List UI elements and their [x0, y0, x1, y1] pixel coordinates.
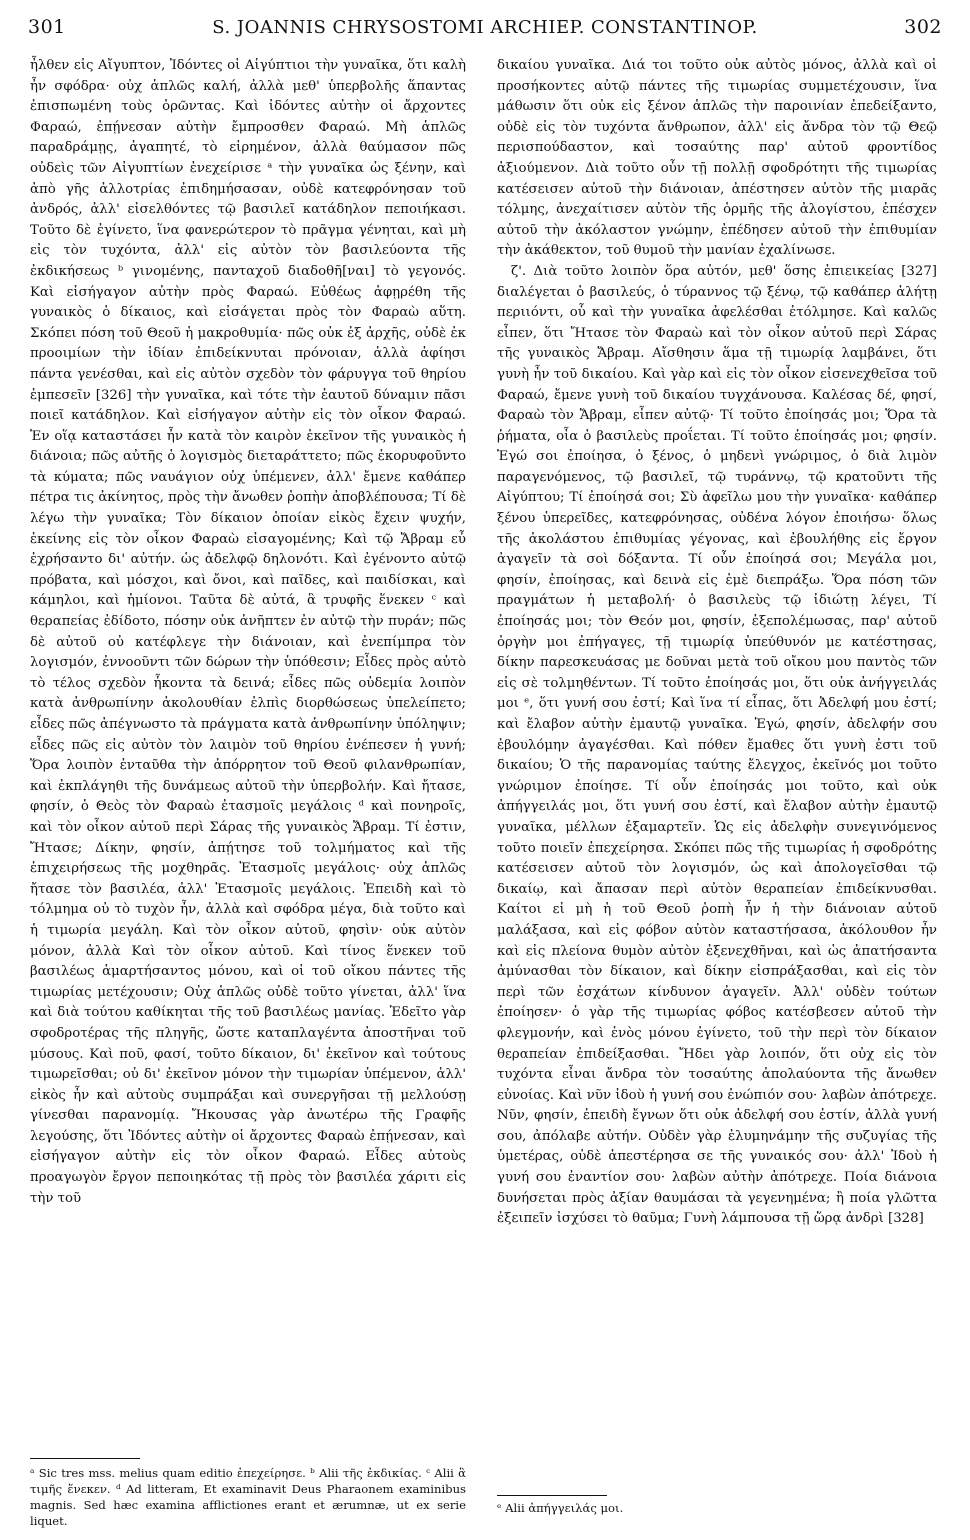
right-page-number: 302: [904, 16, 942, 38]
footnote-rule-right: [497, 1495, 607, 1496]
right-column: [497, 56, 937, 1230]
footnotes-left: ᵃ Sic tres mss. melius quam editio ἐπεχείρησε. ᵇ Alii τῆς ἐκδικίας. ᶜ Alii ἃ τιμῆς ἕνεκεν. ᵈ Ad litteram, Et examinavit Deus Pharaonem examinibus magnis. Sed hæc examina afflictiones erant et ærumnæ, ut ex serie liquet.: [30, 1466, 466, 1528]
right-column-paragraph-1: δικαίου γυναῖκα. Διά τοι τοῦτο οὐκ αὐτὸς μόνος, ἀλλὰ καὶ οἱ προσήκοντες αὐτῷ πάντες τῆς τιμωρίας συμμετέχουσιν, ἵνα μάθωσιν ὅτι οὐκ εἰς ξένον ἁπλῶς τὴν παροινίαν ἐπεδείξαντο, οὐδὲ εἰς τὸν τυχόντα ἄνθρωπον, ἀλλ' εἰς ἄνδρα τὸν τῷ Θεῷ περισπούδαστον, καὶ τοσαύτης παρ' αὐτοῦ φροντίδος ἀξιούμενον. Διὰ τοῦτο οὖν τῇ πολλῇ σφοδρότητι τῆς τιμωρίας κατέσεισεν αὐτοῦ τὴν διάνοιαν, ἀπέστησεν αὐτὸν τῆς μιαρᾶς τόλμης, ἀνεχαίτισεν αὐτὸν τῆς ὁρμῆς τῆς ἀλογίστου, ἐπέσχεν αὐτοῦ τὴν ἀκόλαστον γνώμην, ἐπέδησεν αὐτοῦ τὴν ἐπιθυμίαν τὴν ἀκάθεκτον, τοῦ θυμοῦ τὴν μανίαν ἐχαλίνωσε.: [497, 58, 937, 259]
left-column-text: ἦλθεν εἰς Αἴγυπτον, Ἰδόντες οἱ Αἰγύπτιοι τὴν γυναῖκα, ὅτι καλὴ ἦν σφόδρα· οὐχ ἁπλῶς καλή, ἀλλὰ μεθ' ὑπερβολῆς ἅπαντας ἐπισπωμένη τοὺς ὁρῶντας. Καὶ ἰδόντες αὐτὴν οἱ ἄρχοντες Φαραώ, ἐπῄνεσαν αὐτὴν ἔμπροσθεν Φαραώ. Μὴ ἁπλῶς παραδράμῃς, ἀγαπητέ, τὸ εἰρημένον, ἀλλὰ θαύμασον πῶς οὐδεὶς τῶν Αἰγυπτίων ἐνεχείρισε ᵃ τὴν γυναῖκα ὡς ξένην, καὶ ἀπὸ γῆς ἀλλοτρίας ἐπιδημήσασαν, οὐδὲ κατεφρόνησαν τοῦ ἀνδρός, ἀλλ' εἰσελθόντες τῷ βασιλεῖ κατάδηλον πεποιήκασι. Τοῦτο δὲ ἐγίνετο, ἵνα φανερώτερον τὸ πρᾶγμα γένηται, καὶ μὴ εἰς τὸν τυχόντα, ἀλλ' εἰς αὐτὸν τὸν βασιλεύοντα τῆς ἐκδικήσεως ᵇ γινομένης, πανταχοῦ διαδοθῆ[ναι] τὸ γεγονός. Καὶ εἰσήγαγον αὐτὴν πρὸς Φαραώ. Εὐθέως ἀφῃρέθη τῆς γυναικὸς ὁ δίκαιος, καὶ εἰσάγεται πρὸς τὸν Φαραὼ αὕτη. Σκόπει πόση τοῦ Θεοῦ ἡ μακροθυμία· πῶς οὐκ ἐξ ἀρχῆς, οὐδὲ ἐκ προοιμίων τὴν ἰδίαν ἐπιδείκνυται πρόνοιαν, ἀλλὰ ἀφίησι πάντα γενέσθαι, καὶ εἰς αὐτὸν σχεδὸν τὸν φάρυγγα τοῦ θηρίου ἐμπεσεῖν [326] τὴν γυναῖκα, καὶ τότε τὴν ἑαυτοῦ δύναμιν πᾶσι ποιεῖ κατάδηλον. Καὶ εἰσήγαγον αὐτὴν εἰς τὸν οἶκον Φαραώ. Ἐν οἵᾳ καταστάσει ἦν κατὰ τὸν καιρὸν ἐκεῖνον τῆς γυναικὸς ἡ διάνοια; πῶς αὐτῆς ὁ λογισμὸς διεταράττετο; πῶς ἐκορυφοῦντο τὰ κύματα; πῶς ναυάγιον οὐχ ὑπέμενεν, ἀλλ' ἔμενε καθάπερ πέτρα τις ἀκίνητος, πρὸς τὴν ἄνωθεν ῥοπὴν ἀποβλέπουσα; Τί δὲ λέγω τὴν γυναῖκα; Τὸν δίκαιον ὁποίαν εἰκὸς ἔχειν ψυχήν, ἐκείνης εἰς τὸν οἶκον Φαραὼ εἰσαγομένης; Καὶ τῷ Ἄβραμ εὖ ἐχρήσαντο δι' αὐτήν. ὡς ἀδελφῷ δηλονότι. Καὶ ἐγένοντο αὐτῷ πρόβατα, καὶ μόσχοι, καὶ ὄνοι, καὶ παῖδες, καὶ παιδίσκαι, καὶ κάμηλοι, καὶ ἡμίονοι. Ταῦτα δὲ αὐτά, ἃ τρυφῆς ἕνεκεν ᶜ καὶ θεραπείας ἐδίδοτο, πόσην οὐκ ἀνῆπτεν ἐν αὐτῷ τὴν πυράν; πῶς δὲ αὐτοῦ οὐ κατέφλεγε τὴν διάνοιαν, καὶ ἐνεπίμπρα τὸν λογισμόν, ἐννοοῦντι τῶν δώρων τὴν ὑπόθεσιν; Εἶδες πρὸς αὐτὸ τὸ τέλος σχεδὸν ἧκοντα τὰ δεινά; εἶδες πῶς οὐδεμία λοιπὸν κατὰ ἀνθρωπίνην ἀκολουθίαν ἐλπὶς διορθώσεως ὑπελείπετο; εἶδες πῶς ἀπέγνωστο τὰ πράγματα κατὰ ἀνθρωπίνην ὑπόληψιν; εἶδες πῶς εἰς αὐτὸν τὸν λαιμὸν τοῦ θηρίου ἐνέπεσεν ἡ γυνή; Ὅρα λοιπὸν ἐνταῦθα τὴν ἀπόρρητον τοῦ Θεοῦ φιλανθρωπίαν, καὶ ἐκπλάγηθι τῆς δυνάμεως αὐτοῦ τὴν ὑπερβολήν. Καὶ ἤτασε, φησίν, ὁ Θεὸς τὸν Φαραὼ ἐτασμοῖς μεγάλοις ᵈ καὶ πονηροῖς, καὶ τὸν οἶκον αὐτοῦ περὶ Σάρας τῆς γυναικὸς Ἄβραμ. Τί ἐστιν, Ἤτασε; Δίκην, φησίν, ἀπῄτησε τοῦ τολμήματος καὶ τῆς ἐπιχειρήσεως τῆς μοχθηρᾶς. Ἐτασμοῖς μεγάλοις· οὐχ ἁπλῶς ἤτασε τὸν βασιλέα, ἀλλ' Ἐτασμοῖς μεγάλοις. Ἐπειδὴ καὶ τὸ τόλμημα οὐ τὸ τυχὸν ἦν, ἀλλὰ καὶ σφόδρα μέγα, διὰ τοῦτο καὶ ἡ τιμωρία μεγάλη. Καὶ τὸν οἶκον αὐτοῦ, φησὶν· οὐκ αὐτὸν μόνον, ἀλλὰ Καὶ τὸν οἶκον αὐτοῦ. Καὶ τίνος ἕνεκεν τοῦ βασιλέως ἁμαρτήσαντος μόνου, καὶ οἱ τοῦ οἴκου πάντες τῆς τιμωρίας μετέχουσιν; Οὐχ ἁπλῶς οὐδὲ τοῦτο γίνεται, ἀλλ' ἵνα καὶ διὰ τούτου καθίκηται τῆς τοῦ βασιλέως μανίας. Ἐδεῖτο γὰρ σφοδροτέρας τῆς πληγῆς, ὥστε καταπλαγέντα ἀποστῆναι τοῦ μύσους. Καὶ ποῦ, φασί, τοῦτο δίκαιον, δι' ἐκεῖνον καὶ τούτους τιμωρεῖσθαι; οὐ δι' ἐκεῖνον μόνον τὴν τιμωρίαν ὑπέμενον, ἀλλ' εἰκὸς ἦν καὶ αὐτοὺς συμπράξαι καὶ συνεργῆσαι τῇ μελλούσῃ γίνεσθαι παρανομίᾳ. Ἤκουσας γὰρ ἀνωτέρω τῆς Γραφῆς λεγούσης, ὅτι Ἰδόντες αὐτὴν οἱ ἄρχοντες Φαραὼ ἐπῄνεσαν, καὶ εἰσήγαγον αὐτὴν εἰς τὸν οἶκον Φαραώ. Εἶδες αὐτοὺς προαγωγὸν ἔργον πεποιηκότας τῇ πρὸς τὸν βασιλέα χάριτι εἰς τὴν τοῦ: [30, 58, 466, 1206]
left-page-number: 301: [28, 16, 66, 38]
footnote-rule-left: [30, 1458, 140, 1459]
footnotes-right: ᵉ Alii ἀπήγγειλάς μοι.: [497, 1501, 624, 1515]
running-title: S. JOANNIS CHRYSOSTOMI ARCHIEP. CONSTANTINOP.: [212, 16, 758, 38]
left-column: [30, 56, 466, 1209]
page-header: [28, 12, 942, 42]
right-column-paragraph-2: ζ'. Διὰ τοῦτο λοιπὸν ὅρα αὐτόν, μεθ' ὅσης ἐπιεικείας [327] διαλέγεται ὁ βασιλεύς, ὁ τύραννος τῷ ξένῳ, τῷ καθάπερ ἀλήτῃ περιιόντι, οὗ καὶ τὴν γυναῖκα ἀφελέσθαι ἐτόλμησε. Καὶ καλῶς εἶπεν, ὅτι Ἤτασε τὸν Φαραὼ καὶ τὸν οἶκον αὐτοῦ περὶ Σάρας τῆς γυναικὸς Ἄβραμ. Αἴσθησιν ἅμα τῇ τιμωρίᾳ λαμβάνει, ὅτι γυνὴ ἦν τοῦ δικαίου. Καὶ γὰρ καὶ εἰς τὸν οἶκον εἰσενεχθεῖσα τοῦ Φαραώ, ἔμενε γυνὴ τοῦ δικαίου τυγχάνουσα. Καλέσας δέ, φησί, Φαραὼ τὸν Ἄβραμ, εἶπεν αὐτῷ· Τί τοῦτο ἐποίησάς μοι; Ὅρα τὰ ῥήματα, οἷα ὁ βασιλεὺς προΐεται. Τί τοῦτο ἐποίησάς μοι; φησίν. Ἐγώ σοι ἐποίησα, ὁ ξένος, ὁ μηδενὶ γνώριμος, ὁ διὰ λιμὸν παραγενόμενος, τῷ βασιλεῖ, τῷ τυράννῳ, τῷ κρατοῦντι τῆς Αἰγύπτου; Τί ἐποίησά σοι; Σὺ ἀφεῖλω μου τὴν γυναῖκα· καθάπερ ξένου ὑπερεῖδες, κατεφρόνησας, οὐδένα λόγον ἐποιήσω· ὅλως τῆς ἀκολάστου ἐπιθυμίας γέγονας, καὶ ἐβουλήθης εἰς ἔργον ἀγαγεῖν τὰ σοὶ δόξαντα. Τί οὖν ἐποίησά σοι; Μεγάλα μοι, φησίν, ἐποίησας, καὶ δεινὰ εἰς ἐμὲ διεπράξω. Ὅρα πόση τῶν πραγμάτων ἡ μεταβολή· ὁ βασιλεὺς τῷ ἰδιώτῃ λέγει, Τί ἐποίησάς μοι; τὸν Θεόν μοι, φησίν, ἐξεπολέμωσας, παρ' αὐτοῦ ὀργὴν μοι ἐπήγαγες, τῇ τιμωρίᾳ ὑπεύθυνόν με κατέστησας, δίκην παρεσκευάσας με δοῦναι μετὰ τοῦ οἴκου μου παντὸς τῶν εἰς σὲ τολμηθέντων. Τί τοῦτο ἐποίησάς μοι, ὅτι οὐκ ἀνήγγειλάς μοι ᵉ, ὅτι γυνή σου ἐστί; Καὶ ἵνα τί εἶπας, ὅτι Ἀδελφή μου ἐστί; καὶ ἔλαβον αὐτὴν ἐμαυτῷ γυναῖκα. Ἐγώ, φησίν, ἀδελφήν σου ἐβουλόμην ἀγαγέσθαι. Καὶ πόθεν ἔμαθες ὅτι γυνὴ ἐστι τοῦ δικαίου; Ὁ τῆς παρανομίας ταύτης ἔλεγχος, ἐκεῖνός μοι τοῦτο γνώριμον ἐποίησε. Τί οὖν ἐποίησάς μοι τοῦτο, καὶ οὐκ ἀπήγγειλάς μοι, ὅτι γυνή σου ἐστί, καὶ ἔλαβον αὐτὴν ἐμαυτῷ γυναῖκα, μέλλων ἐξαμαρτεῖν. Ὡς εἰς ἀδελφὴν συνεγινόμενος τοῦτο ποιεῖν ἐπεχείρησα. Σκόπει πῶς τῆς τιμωρίας ἡ σφοδρότης κατέσεισεν αὐτοῦ τὸν λογισμόν, ὡς καὶ ἀπολογεῖσθαι τῷ δικαίῳ, καὶ ἄπασαν περὶ αὐτὸν θεραπείαν ἐπιδείκνυσθαι. Καίτοι εἰ μὴ ἡ τοῦ Θεοῦ ῥοπὴ ἦν ἡ τὴν διάνοιαν αὐτοῦ μαλάξασα, καὶ εἰς φόβον αὐτὸν καταστήσασα, ἀκόλουθον ἦν καὶ εἰς πλείονα θυμὸν αὐτὸν ἐξενεχθῆναι, καὶ ὡς ἀπατήσαντα ἀμύνασθαι τὸν δίκαιον, καὶ δίκην εἰσπράξασθαι, καὶ εἰς τὸν περὶ τῶν ἐσχάτων κίνδυνον ἀγαγεῖν. Ἀλλ' οὐδὲν τούτων ἐποίησεν· ὁ γὰρ τῆς τιμωρίας φόβος κατέσβεσεν αὐτοῦ τὴν φλεγμονήν, καὶ ἑνὸς μόνου ἐγίνετο, τοῦ τὴν περὶ τὸν δίκαιον θεραπείαν ἐπιδείξασθαι. Ἤδει γὰρ λοιπόν, ὅτι οὐχ εἰς τὸν τυχόντα εἶναι ἄνδρα τὸν τοσαύτης ἀπολαύοντα τῆς ἄνωθεν εὐνοίας. Καὶ νῦν ἰδοὺ ἡ γυνή σου ἐνώπιόν σου· λαβὼν ἀπότρεχε. Νῦν, φησίν, ἐπειδὴ ἔγνων ὅτι οὐκ ἀδελφή σου ἐστίν, ἀλλὰ γυνή σου, ἀπόλαβε αὐτήν. Οὐδὲν γὰρ ἐλυμηνάμην τῆς συζυγίας τῆς ὑμετέρας, οὐδὲ ἀπεστέρησα σε τῆς γυναικός σου· ἀλλ' Ἰδοὺ ἡ γυνή σου ἐναντίον σου· λαβὼν αὐτὴν ἀπότρεχε. Ποία διάνοια δυνήσεται πρὸς ἀξίαν θαυμάσαι τὰ γεγενημένα; ἢ ποία γλῶττα ἐξειπεῖν ἰσχύσει τὸ θαῦμα; Γυνὴ λάμπουσα τῇ ὥρᾳ ἀνδρὶ [328]: [497, 263, 937, 1227]
